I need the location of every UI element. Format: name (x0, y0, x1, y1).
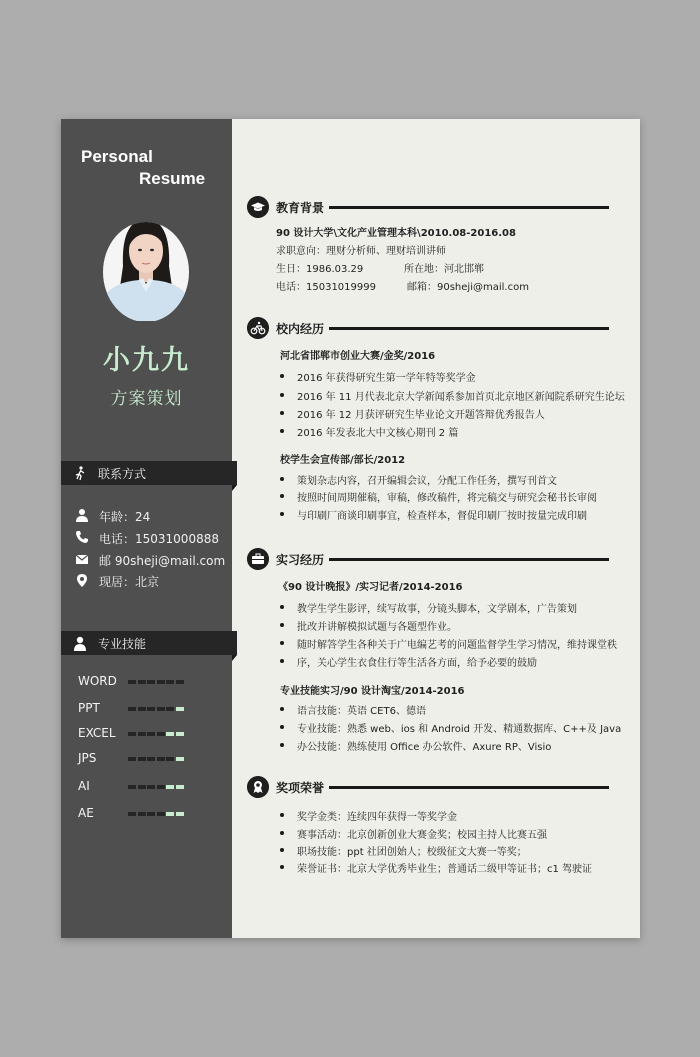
education-email: 邮箱：90sheji@mail.com (407, 282, 529, 293)
graduation-cap-icon (247, 196, 269, 218)
skill-level-segment (147, 757, 155, 761)
list-item: 按照时间周期催稿，审稿，修改稿件，将完稿交与研究会秘书长审阅 (297, 493, 597, 504)
briefcase-icon (247, 548, 269, 570)
resume-page (61, 119, 640, 938)
bullet-dot (280, 477, 284, 481)
skill-level-segment (166, 757, 174, 761)
awards-title: 奖项荣誉 (276, 781, 325, 795)
list-item: 2016 年发表北大中文核心期刊 2 篇 (297, 428, 459, 439)
skill-level-segment (128, 707, 136, 711)
person-icon (75, 508, 89, 522)
bullet-dot (280, 848, 284, 852)
education-birth: 生日：1986.03.29 (276, 264, 364, 275)
skill-level-segment (128, 812, 136, 816)
bullet-dot (280, 743, 284, 747)
skill-name: PPT (78, 701, 100, 715)
skill-name: AE (78, 806, 94, 820)
skills-heading-label: 专业技能 (98, 637, 147, 651)
list-item: 2016 年获得研究生第一学年特等奖学金 (297, 373, 476, 384)
campus-group-heading: 校学生会宣传部/部长/2012 (280, 455, 406, 466)
skill-level-segment (157, 707, 165, 711)
list-item: 语言技能：英语 CET6、德语 (297, 706, 426, 717)
list-item: 办公技能：熟练使用 Office 办公软件、Axure RP、Visio (297, 742, 552, 753)
bullet-dot (280, 659, 284, 663)
skill-name: AI (78, 779, 90, 793)
section-rule (329, 786, 609, 789)
skill-name: JPS (78, 751, 97, 765)
skill-level-segment (166, 785, 174, 789)
phone-icon (75, 530, 89, 544)
section-rule (329, 206, 609, 209)
internship-header (247, 548, 609, 570)
bullet-dot (280, 641, 284, 645)
list-item: 2016 年 11 月代表北京大学新闻系参加首页北京地区新闻院系研究生论坛 (297, 392, 625, 403)
education-phone: 电话：15031019999 (276, 282, 376, 293)
bullet-dot (280, 605, 284, 609)
contact-heading-label: 联系方式 (98, 467, 147, 481)
list-item: 策划杂志内容，召开编辑会议，分配工作任务，撰写刊首文 (297, 476, 557, 487)
internship-group-heading: 专业技能实习/90 设计淘宝/2014-2016 (280, 686, 465, 697)
person-icon (72, 635, 88, 651)
skill-level-segment (147, 785, 155, 789)
awards-header (247, 776, 609, 798)
contact-age-text: 年龄：24 (99, 510, 151, 524)
list-item: 荣誉证书：北京大学优秀毕业生；普通话二级甲等证书；c1 驾驶证 (297, 864, 593, 875)
list-item: 2016 年 12 月获评研究生毕业论文开题答辩优秀报告人 (297, 410, 545, 421)
skill-level-segment (157, 785, 165, 789)
skill-level-segment (166, 812, 174, 816)
list-item: 与印刷厂商谈印刷事宜，检查样本，督促印刷厂按时按量完成印刷 (297, 511, 587, 522)
list-item: 奖学金类：连续四年获得一等奖学金 (297, 812, 457, 823)
profile-photo (103, 206, 189, 321)
bullet-dot (280, 429, 284, 433)
skill-level-segment (176, 680, 184, 684)
bullet-dot (280, 512, 284, 516)
skills-heading (61, 631, 237, 655)
section-rule (329, 327, 609, 330)
skill-level-segment (157, 680, 165, 684)
list-item: 批改并讲解模拟试题与各题型作业。 (297, 622, 457, 633)
list-item: 职场技能：ppt 社团创始人；校级征文大赛一等奖； (297, 847, 527, 858)
education-title: 教育背景 (276, 201, 325, 215)
list-item: 赛事活动：北京创新创业大赛金奖；校园主持人比赛五强 (297, 830, 547, 841)
skill-level-segment (147, 732, 155, 736)
skill-level-segment (157, 732, 165, 736)
candidate-name: 小九九 (103, 345, 190, 376)
bullet-dot (280, 725, 284, 729)
skill-level-segment (176, 812, 184, 816)
list-item: 教学生学生影评，续写故事，分镜头脚本，文学剧本，广告策划 (297, 604, 577, 615)
bullet-dot (280, 707, 284, 711)
campus-section (247, 317, 625, 527)
skill-level-segment (128, 757, 136, 761)
skill-level-segment (138, 757, 146, 761)
skill-level-segment (147, 812, 155, 816)
medal-icon (247, 776, 269, 798)
title-personal: Personal (81, 147, 153, 166)
education-headline: 90 设计大学\文化产业管理本科\2010.08-2016.08 (276, 228, 516, 239)
skill-level-segment (157, 812, 165, 816)
skill-level-segment (138, 785, 146, 789)
contact-phone-text: 电话：15031000888 (99, 532, 219, 546)
section-rule (329, 558, 609, 561)
skill-name: WORD (78, 674, 117, 688)
mail-icon (75, 552, 89, 566)
candidate-role: 方案策划 (110, 389, 183, 409)
bullet-dot (280, 494, 284, 498)
bullet-dot (280, 623, 284, 627)
campus-group-heading: 河北省邯郸市创业大赛/金奖/2016 (280, 351, 436, 362)
skill-level-segment (176, 707, 184, 711)
bullet-dot (280, 374, 284, 378)
skill-level-segment (138, 707, 146, 711)
list-item: 专业技能：熟悉 web、ios 和 Android 开发、精通数据库、C++及 Java (297, 724, 622, 735)
bullet-dot (280, 411, 284, 415)
bullet-dot (280, 813, 284, 817)
contact-location-text: 现居：北京 (99, 575, 160, 589)
list-item: 序，关心学生衣食住行等生活各方面，给予必要的鼓励 (297, 658, 537, 669)
internship-title: 实习经历 (276, 553, 325, 567)
bicycle-icon (247, 317, 269, 339)
campus-header (247, 317, 609, 339)
skill-level-segment (166, 680, 174, 684)
bullet-dot (280, 393, 284, 397)
internship-group-heading: 《90 设计晚报》/实习记者/2014-2016 (278, 582, 463, 593)
contact-heading (61, 461, 237, 485)
running-person-icon (72, 465, 88, 481)
contact-email-text: 邮 90sheji@mail.com (99, 554, 226, 568)
skill-level-segment (147, 707, 155, 711)
title-resume: Resume (139, 169, 206, 188)
skill-level-segment (138, 732, 146, 736)
skill-name: EXCEL (78, 726, 116, 740)
location-icon (75, 573, 89, 587)
list-item: 随时解答学生各种关于广电编艺考的问题监督学生学习情况，维持课堂秩 (297, 640, 617, 651)
skill-level-segment (157, 757, 165, 761)
skill-level-segment (176, 785, 184, 789)
skill-level-segment (166, 732, 174, 736)
awards-section (247, 776, 609, 886)
internship-section (247, 548, 622, 758)
heading-notch (232, 655, 237, 661)
skill-level-segment (128, 785, 136, 789)
skill-level-segment (166, 707, 174, 711)
campus-title: 校内经历 (276, 322, 325, 336)
heading-notch (232, 485, 237, 491)
skill-level-segment (147, 680, 155, 684)
education-section (247, 196, 609, 296)
education-intent: 求职意向：理财分析师、理财培训讲师 (276, 246, 446, 257)
skill-level-segment (138, 680, 146, 684)
bullet-dot (280, 865, 284, 869)
education-header (247, 196, 609, 218)
bullet-dot (280, 831, 284, 835)
skill-level-segment (128, 680, 136, 684)
education-location: 所在地：河北邯郸 (404, 264, 484, 275)
sidebar (61, 119, 232, 938)
skill-level-segment (176, 732, 184, 736)
skill-level-segment (138, 812, 146, 816)
skill-level-segment (176, 757, 184, 761)
skill-level-segment (128, 732, 136, 736)
